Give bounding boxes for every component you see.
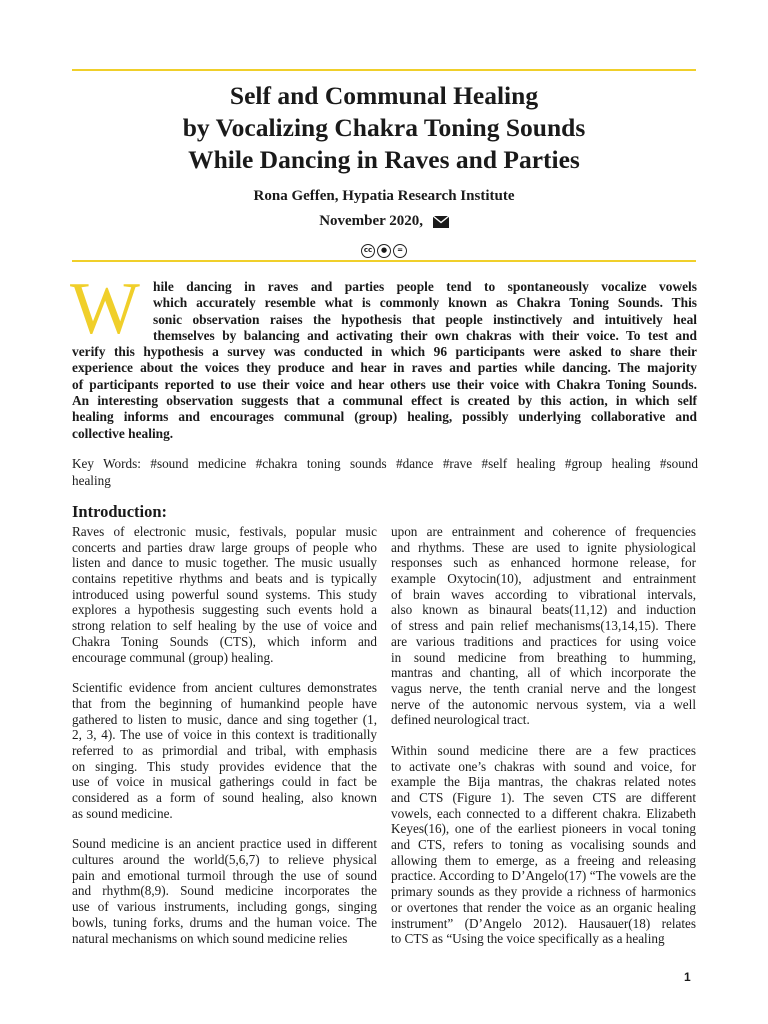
text-line: Chakra Toning Sounds (CTS), which inform and <box>72 633 377 649</box>
text-line: and CTS (Figure 1). The seven CTS are different <box>391 790 696 805</box>
paragraph <box>72 836 377 946</box>
creative-commons-icons <box>0 239 768 258</box>
text-line: defined neurological tract. <box>391 712 530 728</box>
text-line: in sound medicine from breathing to humming, <box>391 649 696 665</box>
date-text: November 2020, <box>319 213 424 229</box>
abstract <box>70 268 697 442</box>
text-line: cultures around the world(5,6,7) to relieve physical <box>72 852 377 868</box>
text-line: Sound medicine is an ancient practice used in different <box>72 836 377 852</box>
keywords-line: healing <box>72 473 111 488</box>
text-line: of brain waves according to vibrational intervals, <box>391 586 696 602</box>
text-line: gathered to listen to music, dance and sing together (1, <box>72 711 377 727</box>
cc-nd-icon: = <box>393 244 407 258</box>
text-line: referred to as primordial and tribal, with emphasis <box>72 742 377 758</box>
abstract-line: hile dancing in raves and parties people tend to spontaneously vocalize vowels <box>153 279 697 294</box>
text-line: and rhythms. These are used to ignite physiological <box>391 539 696 555</box>
text-line: allowing them to emerge, as a freeing and releasing <box>391 852 696 868</box>
paragraph <box>72 524 377 665</box>
text-line: on singing. This study provides evidence that the <box>72 758 377 774</box>
envelope-icon[interactable] <box>433 216 449 233</box>
title-line: Self and Communal Healing <box>229 81 539 110</box>
text-line: practice. According to D’Angelo(17) “The vowels are the <box>391 868 696 884</box>
text-line: example Oxytocin(10), adjustment and entrainment <box>391 571 696 587</box>
text-line: strong relation to self healing by the use of voice and <box>72 618 377 634</box>
abstract-line: experience about the voices they produce and hear in raves and parties while dancing. The majority <box>72 360 697 376</box>
abstract-line: which accurately resemble what is commonly known as Chakra Toning Sounds. This <box>153 295 697 311</box>
author-line: Rona Geffen, Hypatia Research Institute <box>253 188 515 204</box>
paragraph <box>391 524 696 728</box>
text-line: mantras and chanting, all of which incorporate the <box>391 665 696 681</box>
cc-by-icon: ● <box>377 244 391 258</box>
title-line: by Vocalizing Chakra Toning Sounds <box>182 113 586 142</box>
left-column <box>72 524 377 961</box>
abstract-line: sonic observation raises the hypothesis that people instinctively and intuitively heal <box>153 311 697 327</box>
dropcap-letter: W <box>70 268 140 350</box>
text-line: bowls, tuning forks, drums and the human voice. The <box>72 914 377 930</box>
top-rule <box>72 69 696 71</box>
text-line: encourage communal (group) healing. <box>72 649 274 665</box>
text-line: instrument” (D’Angelo 2012). Hausauer(18) relates <box>391 915 696 931</box>
text-line: listen and dance to music together. The music usually <box>72 555 377 571</box>
title-line: While Dancing in Raves and Parties <box>188 145 580 174</box>
text-line: natural mechanisms on which sound medicine relies <box>72 930 348 946</box>
abstract-line: verify this hypothesis a survey was conducted in which 96 participants were asked to share their <box>72 344 697 360</box>
text-line: Scientific evidence from ancient cultures demonstrates <box>72 680 377 696</box>
keywords-line: Key Words: #sound medicine #chakra toning sounds #dance #rave #self healing #group healing #sound <box>72 456 698 471</box>
text-line: vagus nerve, the tenth cranial nerve and the longest <box>391 680 696 696</box>
section-rule <box>72 260 696 262</box>
abstract-line: healing informs and encourages communal (group) healing, possibly underlying collaborative and <box>72 409 697 425</box>
paragraph <box>391 743 696 947</box>
right-column <box>391 524 696 962</box>
text-line: example the Bija mantras, the chakras related notes <box>391 774 696 790</box>
text-line: 2, 3, 4). The use of voice in this context is traditionally <box>72 727 377 743</box>
text-line: to activate one’s chakras with sound and voice, for <box>391 758 696 774</box>
keywords <box>72 455 698 489</box>
date-line <box>72 213 696 233</box>
text-line: Keyes(16), one of the earliest pioneers in vocal toning <box>391 821 696 837</box>
text-line: explores a hypothesis suggesting such events hold a <box>72 602 377 618</box>
text-line: as sound medicine. <box>72 805 173 821</box>
text-line: primary sounds as they provide a richness of harmonics <box>391 884 696 900</box>
abstract-line: of participants reported to use their voice and hear others use their voice with Chakra Toning Sounds. <box>72 376 697 392</box>
text-line: responses such as enhanced hormone release, for <box>391 555 696 571</box>
abstract-line: collective healing. <box>72 425 174 441</box>
text-line: use of various instruments, including gongs, singing <box>72 899 377 915</box>
text-line: and rhythm(8,9). Sound medicine incorporates the <box>72 883 377 899</box>
text-line: introduced using powerful sound systems. This study <box>72 586 377 602</box>
abstract-line: themselves by balancing and activating their own chakras with their voice. To test and <box>153 327 697 343</box>
text-line: Raves of electronic music, festivals, popular music <box>72 524 377 539</box>
page-number: 1 <box>684 970 691 984</box>
text-line: concerts and parties draw large groups of people who <box>72 539 377 555</box>
text-line: to CTS as “Using the voice specifically as a healing <box>391 931 665 947</box>
text-line: contains repetitive rhythms and beats and is typically <box>72 571 377 587</box>
text-line: upon are entrainment and coherence of frequencies <box>391 524 696 539</box>
paragraph <box>72 680 377 821</box>
text-line: or overtones that render the voice as an organic healing <box>391 899 696 915</box>
text-line: nerve of the autonomic nervous system, via a well <box>391 696 696 712</box>
text-line: of stress and pain relief mechanisms(13,14,15). There <box>391 618 696 634</box>
text-line: Within sound medicine there are a few practices <box>391 742 696 758</box>
abstract-line: An interesting observation suggests that a communal effect is created by this action, in which self <box>72 393 697 409</box>
paper-title <box>72 80 696 176</box>
section-heading: Introduction: <box>72 502 168 521</box>
text-line: use of voice in musical gatherings could in fact be <box>72 774 377 790</box>
text-line: and CTS, refers to toning as vocalising sounds and <box>391 837 696 853</box>
text-line: that from the beginning of humankind people have <box>72 695 377 711</box>
text-line: pain and emotional turmoil through the use of sound <box>72 867 377 883</box>
text-line: also known as binaural beats(11,12) and induction <box>391 602 696 618</box>
cc-icon: cc <box>361 244 375 258</box>
text-line: vowels, each connected to a different chakra. Elizabeth <box>391 805 696 821</box>
text-line: are various traditions and practices for using voice <box>391 633 696 649</box>
text-line: considered as a form of sound healing, also known <box>72 790 377 805</box>
